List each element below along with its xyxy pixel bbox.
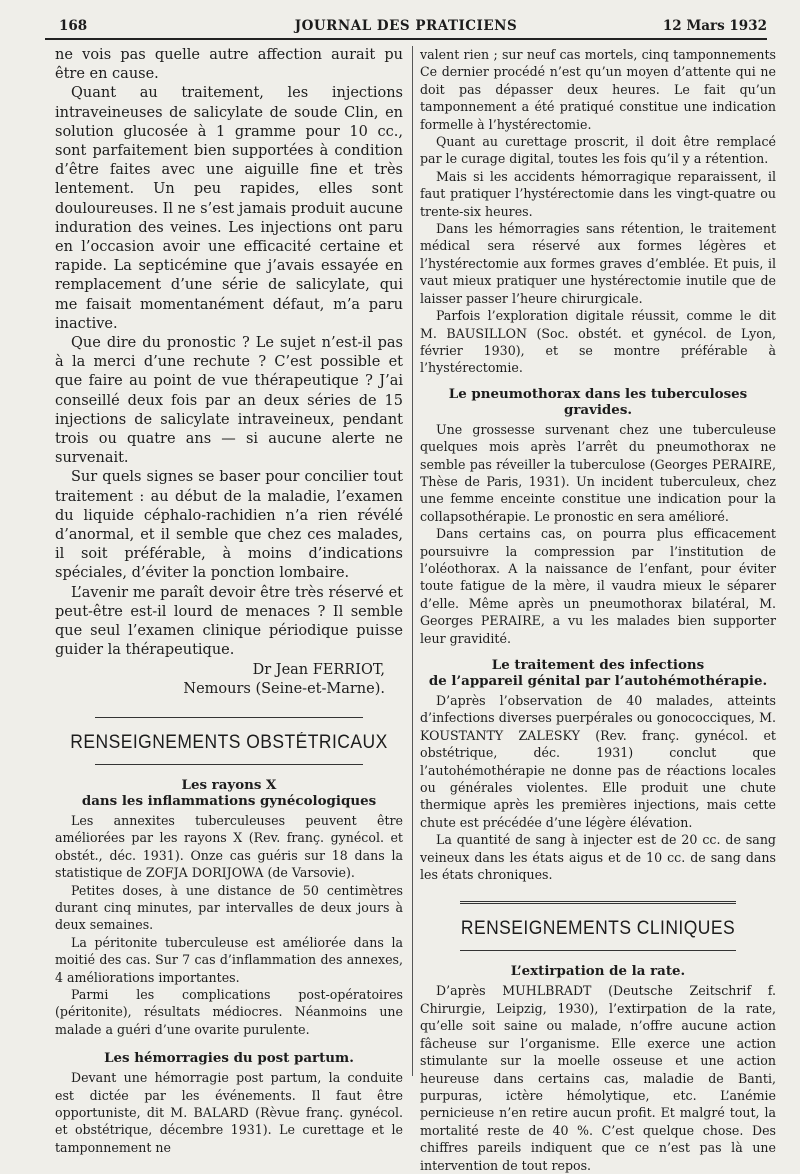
signature-place: Nemours (Seine-et-Marne).	[183, 680, 385, 697]
section-rule	[460, 950, 736, 951]
article-autohemotherapie	[420, 657, 776, 883]
running-header	[45, 16, 767, 40]
paragraph: Petites doses, à une distance de 50 centimètres durant cinq minutes, par intervalles de deux jours à deux semaines.	[55, 882, 403, 933]
page-number: 168	[59, 18, 88, 34]
column-divider	[412, 46, 413, 1076]
paragraph: Mais si les accidents hémorragique reparaissent, il faut pratiquer l’hystérectomie dans les vingt-quatre ou trente-six heures.	[420, 168, 776, 219]
section-title-obstetricaux: RENSEIGNEMENTS OBSTÉTRICAUX	[70, 731, 388, 753]
paragraph: La péritonite tuberculeuse est améliorée dans la moitié des cas. Sur 7 cas d’inflammation des annexes, 4 améliorations importantes.	[55, 934, 403, 985]
subheading: Les hémorragies du post partum.	[104, 1050, 354, 1067]
paragraph: Dans certains cas, on pourra plus efficacement poursuivre la compression par l’institution de l’oléothorax. A la naissance de l’enfant, pour éviter toute fatigue de la mère, il vaudra mieux le séparer d’elle. Même après un pneumothorax bilatéral, M. Georges PERAIRE, a vu les malades bien supporter leur gravidité.	[420, 526, 776, 646]
paragraph: Parfois l’exploration digitale réussit, comme le dit M. BAUSILLON (Soc. obstét. et gynécol. de Lyon, février 1930), et se montre préférable à l’hystérectomie.	[420, 308, 776, 376]
paragraph: La quantité de sang à injecter est de 20 cc. de sang veineux dans les états aigus et de 10 cc. de sang dans les états chroniques.	[420, 832, 776, 883]
article-hemorragies-cont	[420, 46, 776, 377]
subheading: Le traitement des infections	[491, 657, 705, 673]
article-rayons-x	[55, 777, 403, 1038]
section-rule	[460, 901, 736, 904]
paragraph: L’avenir me paraît devoir être très réservé et peut-être est-il lourd de menaces ? Il semble que seul l’examen clinique périodique puisse guider la thérapeutique.	[55, 584, 403, 659]
subheading: de l’appareil génital par l’autohémothérapie.	[428, 673, 768, 689]
section-title-cliniques: RENSEIGNEMENTS CLINIQUES	[460, 918, 736, 940]
paragraph: D’après l’observation de 40 malades, atteints d’infections diverses puerpérales ou gonococciques, M. KOUSTANTY ZALESKY (Rev. franç. gynécol. et obstétrique, déc. 1931) conclut que l’autohémothérapie ne donne pas de réactions locales ou générales violentes. Elle produit une chute thermique après les premières injections, mais cette chute est précédée d’une légère élévation.	[420, 693, 776, 830]
paragraph: Devant une hémorragie post partum, la conduite est dictée par les événements. Il faut être opportuniste, dit M. BALARD (Rèvue franç. gynécol. et obstétrique, décembre 1931). Le curettage et le tamponnement ne	[55, 1070, 403, 1155]
right-column	[420, 46, 776, 1174]
article-pneumothorax	[420, 386, 776, 647]
journal-title: JOURNAL DES PRATICIENS	[294, 18, 518, 34]
paragraph: Quant au curettage proscrit, il doit être remplacé par le curage digital, toutes les fois qu’il y a rétention.	[420, 134, 776, 167]
paragraph: Les annexites tuberculeuses peuvent être améliorées par les rayons X (Rev. franç. gynécol. et obstét., déc. 1931). Onze cas guéris sur 18 dans la statistique de ZOFJA DORIJOWA (de Varsovie).	[55, 812, 403, 881]
subheading: dans les inflammations gynécologiques	[81, 792, 377, 809]
left-column	[55, 46, 403, 1156]
paragraph: Dans les hémorragies sans rétention, le traitement médical sera réservé aux formes légères et l’hystérectomie aux formes graves d’emblée. Et puis, il vaut mieux pratiquer une hystérectomie inutile que de laisser passer l’heure chirurgicale.	[420, 221, 776, 306]
paragraph: D’après MUHLBRADT (Deutsche Zeitschrif f. Chirurgie, Leipzig, 1930), l’extirpation de la rate, qu’elle soit saine ou malade, n’offre aucune action fâcheuse sur l’organisme. Elle exerce une action stimulante sur la moelle osseuse et une action heureuse dans certains cas, maladie de Banti, purpuras, ictère hémolytique, etc. L’anémie pernicieuse n’en retire aucun profit. Et malgré tout, la mortalité reste de 40 %. C’est quelque chose. Des chiffres pareils indiquent que ce n’est pas là une intervention de tout repos.	[420, 983, 776, 1173]
article-rate	[420, 963, 776, 1173]
subheading: L’extirpation de la rate.	[510, 963, 686, 980]
paragraph: Que dire du pronostic ? Le sujet n’est-il pas à la merci d’une rechute ? C’est possible et que faire au point de vue thérapeutique ? J’ai conseillé deux fois par an deux séries de 15 injections de salicylate intraveineux, pendant trois ou quatre ans — si aucune alerte ne survenait.	[55, 335, 403, 467]
section-rule	[95, 764, 363, 765]
article-hemorragies	[55, 1050, 403, 1156]
paragraph: ne vois pas quelle autre affection aurait pu être en cause.	[55, 47, 403, 83]
subheading: Les rayons X	[181, 776, 277, 793]
paragraph: Quant au traitement, les injections intraveineuses de salicylate de soude Clin, en solution glucosée à 1 gramme pour 10 cc., sont parfaitement bien supportées à condition d’être faites avec une aiguille fine et très lentement. Un peu rapides, elles sont douloureuses. Il ne s’est jamais produit aucune induration des veines. Les injections ont paru en l’occasion avoir une efficacité certaine et rapide. La septicémine que j’avais essayée en remplacement d’une série de salicylate, qui me faisait momentanément défaut, m’a paru inactive.	[55, 85, 403, 332]
paragraph: Une grossesse survenant chez une tuberculeuse quelques mois après l’arrêt du pneumothorax ne semble pas réveiller la tuberculose (Georges PERAIRE, Thèse de Paris, 1931). Un incident tuberculeux, chez une femme enceinte constitue une indication pour la collapsothérapie. Le pronostic en sera amélioré.	[420, 421, 776, 524]
article-ferriot	[55, 46, 403, 699]
paragraph: Sur quels signes se baser pour concilier tout traitement : au début de la maladie, l’examen du liquide céphalo-rachidien n’a rien révélé d’anormal, et il semble que chez ces malades, il soit préférable, à moins d’indications spéciales, d’éviter la ponction lombaire.	[55, 469, 403, 582]
paragraph: Parmi les complications post-opératoires (péritonite), résultats médiocres. Néanmoins une malade a guéri d’une ovarite purulente.	[55, 986, 403, 1037]
section-rule	[95, 717, 363, 718]
subheading: Le pneumothorax dans les tuberculoses gravides.	[448, 385, 748, 418]
issue-date: 12 Mars 1932	[662, 18, 767, 34]
signature-name: Dr Jean FERRIOT,	[252, 661, 385, 678]
paragraph: valent rien ; sur neuf cas mortels, cinq tamponnements Ce dernier procédé n’est qu’un moyen d’attente qui ne doit pas dépasser deux heures. Le fait qu’un tamponnement a été pratiqué constitue une indication formelle à l’hystérectomie.	[420, 47, 776, 132]
